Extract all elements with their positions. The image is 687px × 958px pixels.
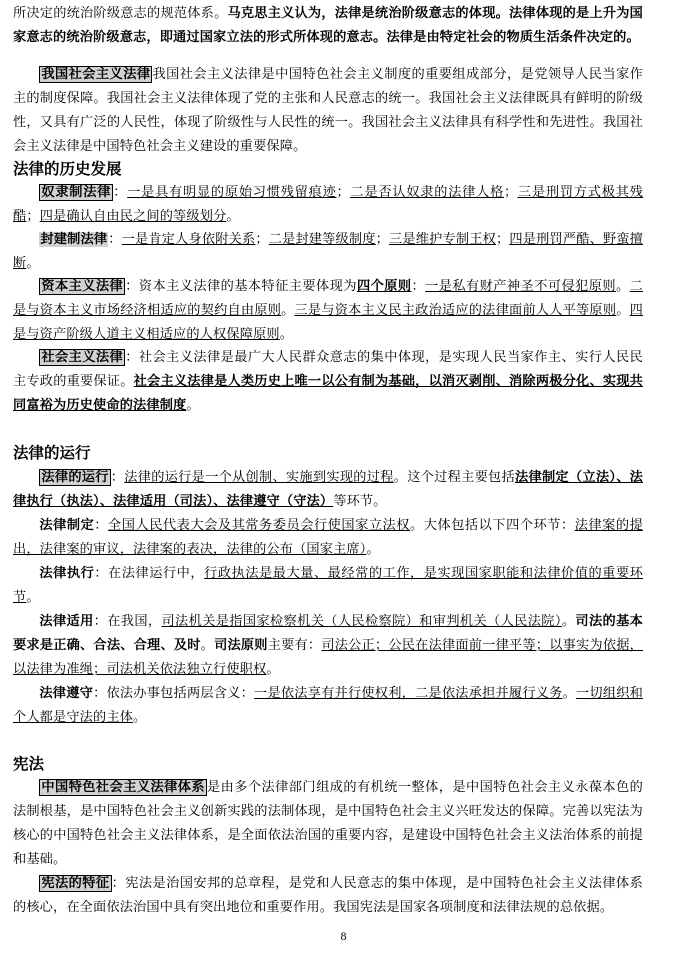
paragraph-capitalist-law	[13, 275, 643, 347]
paragraph-socialist-law	[13, 346, 643, 418]
paragraph-law-operation	[13, 466, 643, 514]
text: 。	[133, 710, 147, 725]
text: 。	[226, 209, 240, 224]
term-label: 社会主义法律	[41, 350, 124, 365]
term-label: 法律制定	[39, 518, 95, 533]
text: 。	[186, 398, 200, 413]
underlined-text: 二是与资本主义市场经济相适应的契约自由原则	[13, 279, 643, 318]
underlined-text: 法律案的提出，法律案的审议，法律案的表决，法律的公布（国家主席）	[13, 518, 643, 557]
text: 。	[615, 279, 630, 294]
text: ；	[504, 185, 518, 200]
paragraph-law-application	[13, 610, 643, 682]
bold-underlined-text: 法律制定（立法）、法律执行（执法）、法律适用（司法）、法律遵守（守法）	[13, 470, 644, 509]
text: 。	[266, 662, 280, 677]
underlined-text: 司法机关是指国家检察机关（人民检察院）和审判机关（人民法院）	[161, 614, 562, 629]
paragraph-law-making	[13, 514, 643, 562]
text: 。这个过程主要包括	[393, 470, 515, 485]
underlined-text: 二是封建等级制度	[268, 232, 376, 247]
text: 主要有：	[267, 638, 322, 653]
text: 。	[366, 542, 380, 557]
paragraph-legal-system	[13, 776, 643, 872]
underlined-text: 行政执法是最大量、最经常的工作，是实现国家职能和法律价值的重要环节	[13, 566, 644, 605]
page-number: 8	[340, 929, 347, 943]
paragraph-feudal-law	[13, 228, 643, 276]
underlined-text: 四是刑罚严酷、野蛮擅断	[13, 232, 644, 271]
underlined-text: 四是确认自由民之间的等级划分	[39, 209, 227, 224]
underlined-text: 一是具有明显的原始习惯残留痕迹	[127, 185, 337, 200]
underlined-text: 司法公正；公民在法律面前一律平等；以事实为依据，以法律为准绳；司法机关依法独立行使职权	[13, 638, 643, 677]
heading-constitution: 宪法	[13, 755, 45, 773]
text: ；	[255, 232, 269, 247]
underlined-text: 二是否认奴隶的法律人格	[349, 185, 505, 200]
paragraph-slave-law	[13, 181, 643, 229]
text: 。	[561, 614, 576, 629]
text: 等环节。	[333, 494, 387, 509]
bold-text: 司法原则	[214, 638, 268, 653]
text: ；	[26, 209, 40, 224]
text: ：资本主义法律的基本特征主要体现为	[125, 279, 357, 294]
bold-underlined-text: 社会主义法律是人类历史上唯一以公有制为基础，以消灭剥削、消除两极分化、实现共同富裕为历史使命的法律制度	[13, 374, 643, 413]
underlined-text: 一是依法享有并行使权利，二是依法承担并履行义务	[254, 686, 563, 701]
text: ；	[336, 185, 350, 200]
underlined-text: 一是私有财产神圣不可侵犯原则	[425, 279, 616, 294]
term-label: 我国社会主义法律	[41, 67, 151, 82]
text: 。	[616, 303, 630, 318]
term-label: 法律执行	[39, 566, 95, 581]
text: ：宪法是治国安邦的总章程，是党和人民意志的集中体现，是中国特色社会主义法律体系的核心，在全面依法治国中具有突出地位和重要作用。我国宪法是国家各项制度和法律法规的总依据。	[13, 876, 643, 915]
term-label: 奴隶制法律	[41, 185, 112, 200]
text: ：在我国，	[93, 614, 162, 629]
term-label: 宪法的特征	[41, 876, 110, 891]
underlined-text: 三是维护专制王权	[389, 232, 496, 247]
term-label: 法律适用	[39, 614, 94, 629]
underlined-text: 全国人民代表大会及其常务委员会行使国家立法权	[108, 518, 411, 533]
text: 。	[26, 590, 40, 605]
bold-text: 司法的基本要求是正确、合法、合理、及时	[13, 614, 644, 653]
text: 所决定的统治阶级意志的规范体系。	[13, 6, 228, 21]
text: ；	[495, 232, 510, 247]
underlined-text: 法律的运行是一个从创制、实施到实现的过程	[124, 470, 394, 485]
paragraph-law-compliance	[13, 682, 643, 730]
term-label: 封建制法律	[40, 232, 108, 247]
text: 。	[281, 303, 295, 318]
term-label: 资本主义法律	[41, 279, 124, 294]
underlined-text: 四是与资产阶级人道主义相适应的人权保障原则	[13, 303, 643, 342]
bold-text: 马克思主义认为，法律是统治阶级意志的体现。法律体现的是上升为国家意志的统治阶级意志，即通过国家立法的形式所体现的意志。法律是由特定社会的物质生活条件决定的。	[13, 6, 643, 45]
underlined-text: 一切组织和个人都是守法的主体	[13, 686, 644, 725]
paragraph-constitution-features	[13, 872, 643, 920]
underlined-text: 三是与资本主义民主政治适应的法律面前人人平等原则	[294, 303, 617, 318]
text: ：	[113, 185, 128, 200]
text: 。	[279, 327, 294, 342]
text: 是由多个法律部门组成的有机统一整体，是中国特色社会主义永葆本色的法制根基，是中国特色社会主义创新实践的法制体现，是中国特色社会主义兴旺发达的保障。完善以宪法为核心的中国特色社会主义法律体系，是全面依法治国的重要内容，是建设中国特色社会主义法治体系的前提和基础。	[13, 780, 643, 867]
text: 。	[26, 256, 40, 271]
text: 。大体包括以下四个环节：	[410, 518, 575, 533]
term-label: 中国特色社会主义法律体系	[41, 780, 205, 795]
paragraph-law-definition	[13, 2, 643, 50]
text: 。	[562, 686, 577, 701]
paragraph-socialist-law-china	[13, 63, 643, 159]
text: ：	[94, 518, 109, 533]
text: ；	[375, 232, 389, 247]
text: 。	[200, 638, 215, 653]
text: ：	[411, 279, 426, 294]
underlined-text: 一是肯定人身依附关系	[121, 232, 256, 247]
bold-text: 四个原则	[356, 279, 412, 294]
text: ：	[110, 470, 125, 485]
heading-operation: 法律的运行	[13, 444, 91, 462]
text: ：	[108, 232, 122, 247]
heading-history: 法律的历史发展	[13, 160, 122, 178]
text: 我国社会主义法律是中国特色社会主义制度的重要组成部分，是党领导人民当家作主的制度保障。我国社会主义法律体现了党的主张和人民意志的统一。我国社会主义法律既具有鲜明的阶级性，又具有广泛的人民性，体现了阶级性与人民性的统一。我国社会主义法律具有科学性和先进性。我国社会主义法律是中国特色社会主义建设的重要保障。	[13, 67, 643, 154]
underlined-text: 三是刑罚方式极其残酷	[13, 185, 644, 224]
text: ：在法律运行中，	[94, 566, 205, 581]
paragraph-law-enforcement	[13, 562, 643, 610]
text: ：依法办事包括两层含义：	[93, 686, 255, 701]
text: ：社会主义法律是最广大人民群众意志的集中体现，是实现人民当家作主、实行人民民主专政的重要保证。	[13, 350, 643, 389]
term-label: 法律遵守	[39, 686, 94, 701]
term-label: 法律的运行	[41, 470, 109, 485]
